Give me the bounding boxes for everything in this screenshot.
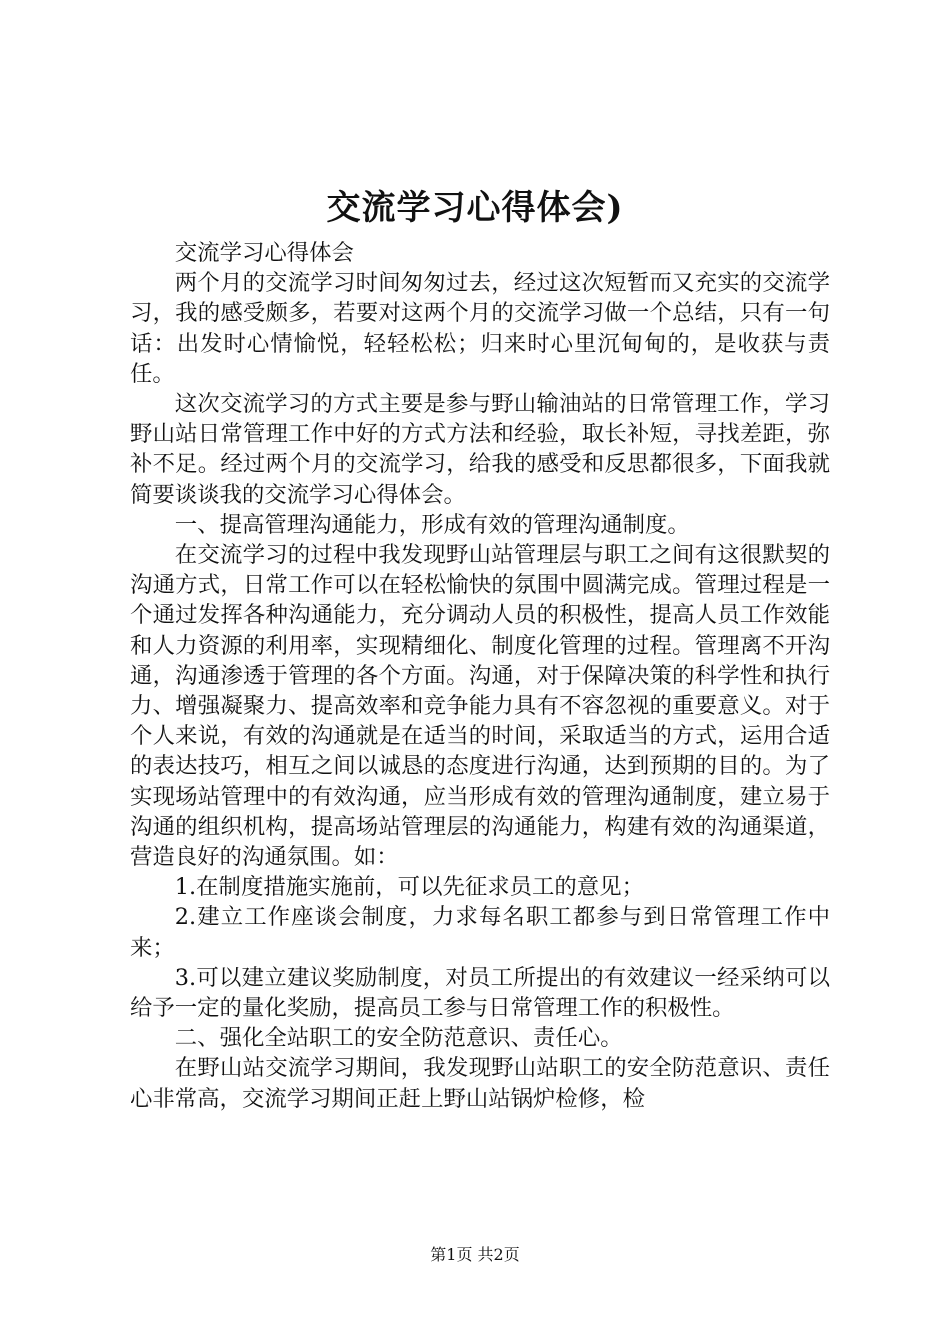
list-item: 1.在制度措施实施前，可以先征求员工的意见； (174, 874, 644, 901)
document-body (130, 238, 830, 1114)
document-title: 交流学习心得体会) (326, 188, 624, 228)
paragraph: 在交流学习的过程中我发现野山站管理层与职工之间有这很默契的沟通方式，日常工作可以在轻松愉快的氛围中圆满完成。管理过程是一个通过发挥各种沟通能力，充分调动人员的积极性，提高人员工作效能和人力资源的利用率，实现精细化、制度化管理的过程。管理离不开沟通，沟通渗透于管理的各个方面。沟通，对于保障决策的科学性和执行力、增强凝聚力、提高效率和竞争能力具有不容忽视的重要意义。对于个人来说，有效的沟通就是在适当的时间，采取适当的方式，运用合适的表达技巧，相互之间以诚恳的态度进行沟通，达到预期的目的。为了实现场站管理中的有效沟通，应当形成有效的管理沟通制度，建立易于沟通的组织机构，提高场站管理层的沟通能力，构建有效的沟通渠道，营造良好的沟通氛围。如： (130, 542, 830, 871)
paragraph: 这次交流学习的方式主要是参与野山输油站的日常管理工作，学习野山站日常管理工作中好的方式方法和经验，取长补短，寻找差距，弥补不足。经过两个月的交流学习，给我的感受和反思都很多，下面我就简要谈谈我的交流学习心得体会。 (130, 391, 830, 508)
section-heading-2: 二、强化全站职工的安全防范意识、责任心。 (174, 1025, 623, 1052)
paragraph-subtitle: 交流学习心得体会 (174, 240, 354, 266)
paragraph: 在野山站交流学习期间，我发现野山站职工的安全防范意识、责任心非常高，交流学习期间正赶上野山站锅炉检修，检 (130, 1055, 830, 1112)
list-item: 2.建立工作座谈会制度，力求每名职工都参与到日常管理工作中来； (130, 904, 830, 961)
page-footer: 第1页 共2页 (430, 1245, 520, 1264)
list-item: 3.可以建立建议奖励制度，对员工所提出的有效建议一经采纳可以给予一定的量化奖励，提高员工参与日常管理工作的积极性。 (130, 964, 830, 1022)
section-heading-1: 一、提高管理沟通能力，形成有效的管理沟通制度。 (174, 511, 690, 538)
paragraph: 两个月的交流学习时间匆匆过去，经过这次短暂而又充实的交流学习，我的感受颇多，若要对这两个月的交流学习做一个总结，只有一句话：出发时心情愉悦，轻轻松松；归来时心里沉甸甸的，是收获与责任。 (130, 270, 830, 387)
